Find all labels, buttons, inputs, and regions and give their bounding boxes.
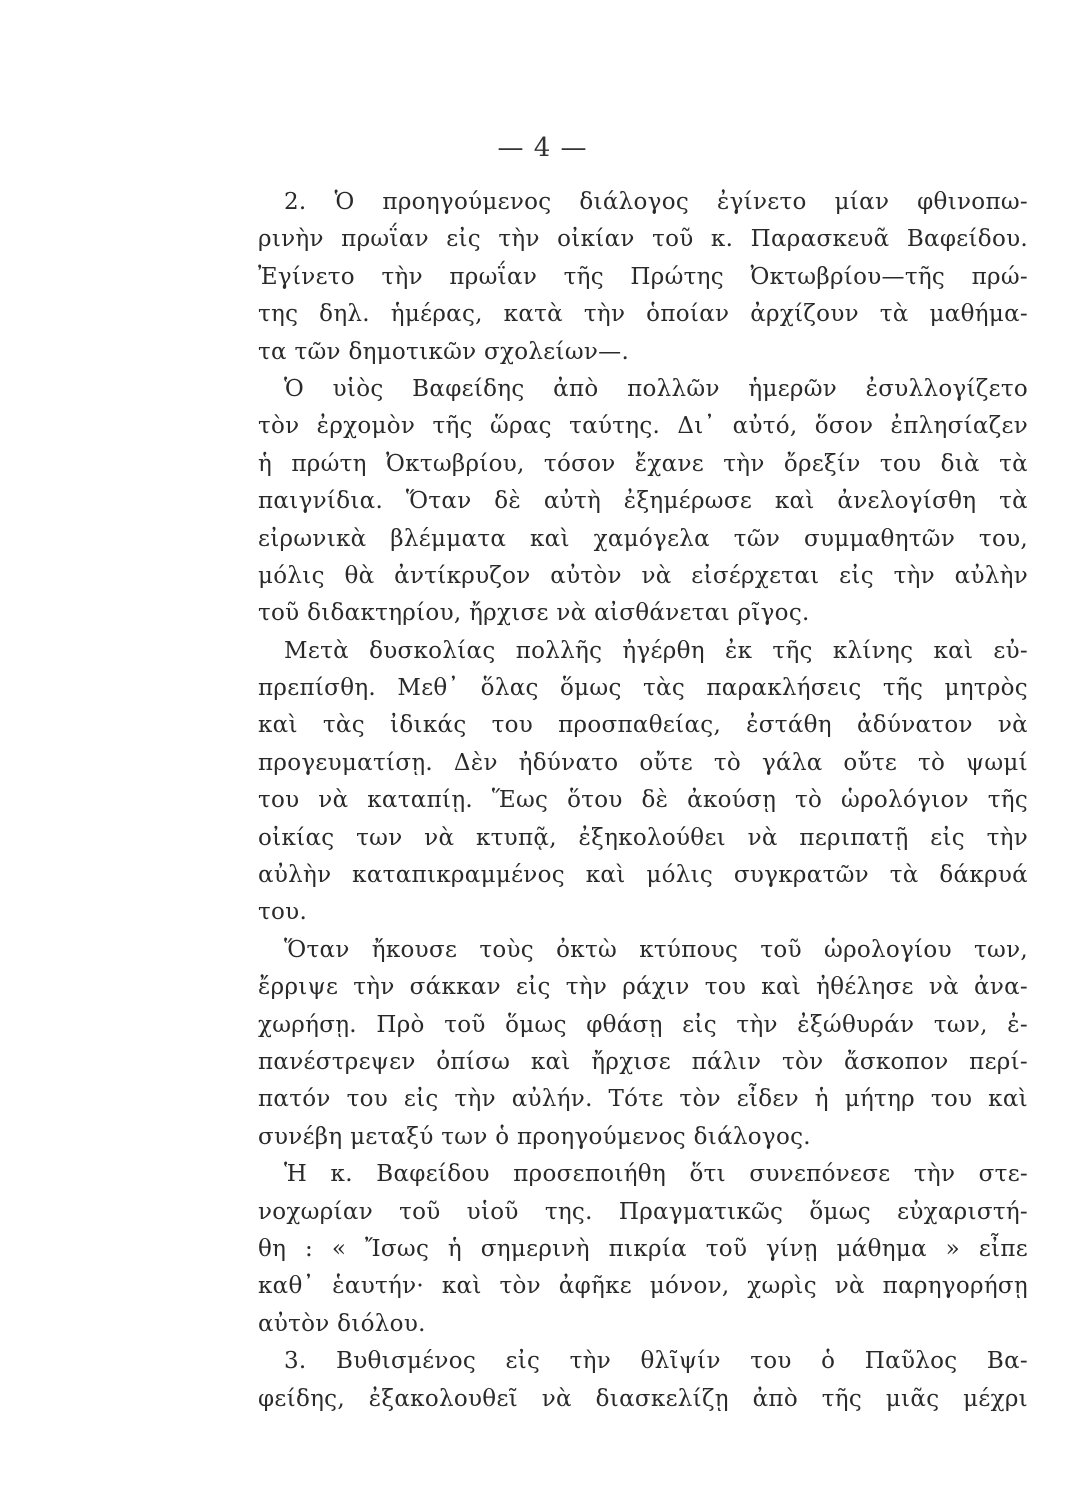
- text-line: παιγνίδια. Ὅταν δὲ αὐτὴ ἐξημέρωσε καὶ ἀνελογίσθη τὰ: [258, 488, 1028, 515]
- text-line: συνέβη μεταξύ των ὁ προηγούμενος διάλογος.: [258, 1123, 811, 1150]
- text-line: τὸν ἐρχομὸν τῆς ὥρας ταύτης. Δι᾽ αὐτό, ὅσον ἐπλησίαζεν: [258, 413, 1028, 440]
- text-line: νοχωρίαν τοῦ υἱοῦ της. Πραγματικῶς ὅμως εὐχαριστή-: [258, 1198, 1028, 1225]
- text-line: τοῦ διδακτηρίου, ἤρχισε νὰ αἰσθάνεται ρῖγος.: [258, 600, 810, 627]
- text-line: Ἐγίνετο τὴν πρωΐαν τῆς Πρώτης Ὀκτωβρίου—τῆς πρώ-: [258, 263, 1028, 290]
- text-line: χωρήσῃ. Πρὸ τοῦ ὅμως φθάσῃ εἰς τὴν ἐξώθυράν των, ἐ-: [258, 1011, 1028, 1038]
- text-line: Ἡ κ. Βαφείδου προσεποιήθη ὅτι συνεπόνεσε τὴν στε-: [284, 1161, 1028, 1188]
- text-line: ρινὴν πρωΐαν εἰς τὴν οἰκίαν τοῦ κ. Παρασκευᾶ Βαφείδου.: [258, 226, 1028, 253]
- text-line: αὐτὸν διόλου.: [258, 1310, 426, 1337]
- text-line: φείδης, ἐξακολουθεῖ νὰ διασκελίζῃ ἀπὸ τῆς μιᾶς μέχρι: [258, 1385, 1028, 1412]
- text-line: 3. Βυθισμένος εἰς τὴν θλῖψίν του ὁ Παῦλος Βα-: [284, 1348, 1028, 1375]
- text-line: Μετὰ δυσκολίας πολλῆς ἠγέρθη ἐκ τῆς κλίνης καὶ εὐ-: [284, 637, 1028, 664]
- text-line: του νὰ καταπίῃ. Ἕως ὅτου δὲ ἀκούσῃ τὸ ὡρολόγιον τῆς: [258, 787, 1028, 814]
- text-line: τα τῶν δημοτικῶν σχολείων—.: [258, 338, 630, 365]
- text-line: πανέστρεψεν ὀπίσω καὶ ἤρχισε πάλιν τὸν ἄσκοπον περί-: [258, 1048, 1028, 1075]
- text-line: ἔρριψε τὴν σάκκαν εἰς τὴν ράχιν του καὶ ἠθέλησε νὰ ἀνα-: [258, 974, 1028, 1001]
- text-line: 2. Ὁ προηγούμενος διάλογος ἐγίνετο μίαν φθινοπω-: [284, 189, 1028, 215]
- text-line: εἰρωνικὰ βλέμματα καὶ χαμόγελα τῶν συμμαθητῶν του,: [258, 525, 1028, 552]
- text-line: πατόν του εἰς τὴν αὐλήν. Τότε τὸν εἶδεν ἡ μήτηρ του καὶ: [258, 1086, 1028, 1113]
- text-line: προγευματίσῃ. Δὲν ἠδύνατο οὔτε τὸ γάλα οὔτε τὸ ψωμί: [258, 749, 1028, 776]
- text-line: του.: [258, 899, 308, 926]
- text-line: μόλις θὰ ἀντίκρυζον αὐτὸν νὰ εἰσέρχεται εἰς τὴν αὐλὴν: [258, 562, 1028, 589]
- text-line: αὐλὴν καταπικραμμένος καὶ μόλις συγκρατῶν τὰ δάκρυά: [258, 862, 1028, 889]
- text-line: οἰκίας των νὰ κτυπᾷ, ἐξηκολούθει νὰ περιπατῇ εἰς τὴν: [258, 824, 1028, 851]
- body-text: [258, 184, 1028, 1418]
- text-line: πρεπίσθη. Μεθ᾽ ὅλας ὅμως τὰς παρακλήσεις τῆς μητρὸς: [258, 675, 1028, 702]
- text-line: καὶ τὰς ἰδικάς του προσπαθείας, ἐστάθη ἀδύνατον νὰ: [258, 712, 1028, 739]
- text-line: της δηλ. ἡμέρας, κατὰ τὴν ὁποίαν ἀρχίζουν τὰ μαθήμα-: [258, 301, 1028, 328]
- text-line: ἡ πρώτη Ὀκτωβρίου, τόσον ἔχανε τὴν ὄρεξίν του διὰ τὰ: [258, 450, 1028, 477]
- text-line: θη : « Ἴσως ἡ σημερινὴ πικρία τοῦ γίνῃ μάθημα » εἶπε: [258, 1235, 1028, 1262]
- text-line: Ὁ υἱὸς Βαφείδης ἀπὸ πολλῶν ἡμερῶν ἐσυλλογίζετο: [284, 375, 1028, 402]
- text-line: Ὅταν ἤκουσε τοὺς ὀκτὼ κτύπους τοῦ ὡρολογίου των,: [284, 936, 1028, 963]
- text-line: καθ᾽ ἑαυτήν· καὶ τὸν ἀφῆκε μόνον, χωρὶς νὰ παρηγορήσῃ: [258, 1273, 1028, 1300]
- page-number: — 4 —: [497, 133, 588, 163]
